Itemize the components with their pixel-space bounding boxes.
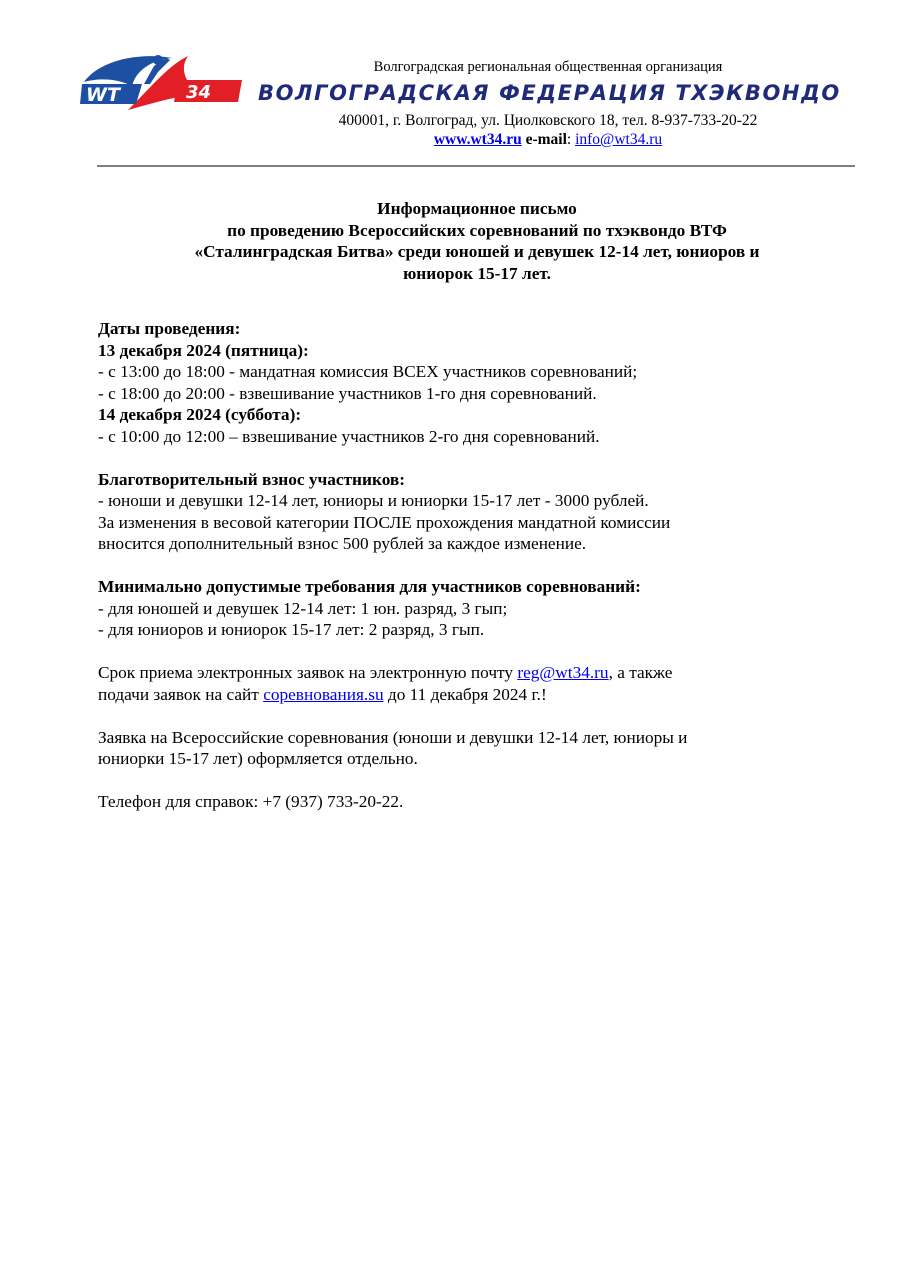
deadline-text-2: , а также: [608, 663, 673, 682]
fee-section: [98, 469, 838, 555]
title-line-3: «Сталинградская Битва» среди юношей и девушек 12-14 лет, юниоров и: [194, 242, 760, 261]
fee-line-2: За изменения в весовой категории ПОСЛЕ прохождения мандатной комиссии: [98, 512, 671, 532]
deadline-text-4: до 11 декабря 2024 г.!: [383, 684, 547, 704]
site-link[interactable]: www.wt34.ru: [433, 131, 522, 148]
federation-name: ВОЛГОГРАДСКАЯ ФЕДЕРАЦИЯ ТХЭКВОНДО: [258, 81, 841, 105]
application-section: [98, 727, 838, 770]
email-link[interactable]: info@wt34.ru: [575, 131, 663, 148]
fee-line-1: - юноши и девушки 12-14 лет, юниоры и юниорки 15-17 лет - 3000 рублей.: [98, 491, 649, 510]
organization-type: Волгоградская региональная общественная организация: [373, 59, 723, 75]
deadline-line-1: [98, 662, 838, 684]
day1-heading: 13 декабря 2024 (пятница):: [98, 340, 309, 360]
fee-heading: Благотворительный взнос участников:: [98, 469, 405, 489]
email-separator: :: [566, 131, 576, 148]
header-divider: [97, 165, 855, 167]
reg-email-link[interactable]: reg@wt34.ru: [517, 663, 609, 682]
day1-item-2: - с 18:00 до 20:00 - взвешивание участников 1-го дня соревнований.: [98, 383, 597, 403]
title-line-2: по проведению Всероссийских соревнований по тхэквондо ВТФ: [227, 220, 727, 240]
federation-address: 400001, г. Волгоград, ул. Циолковского 18, тел. 8-937-733-20-22: [338, 112, 758, 129]
letter-body: [98, 318, 838, 813]
letter-title: [98, 198, 856, 284]
title-line-4: юниорок 15-17 лет.: [403, 263, 551, 283]
federation-contacts: [258, 131, 838, 149]
phone-section: [98, 791, 838, 813]
requirements-heading: Минимально допустимые требования для участников соревнований:: [98, 577, 641, 596]
day2-heading: 14 декабря 2024 (суббота):: [98, 405, 302, 424]
email-label: e-mail: [525, 131, 567, 148]
phone-line: Телефон для справок: +7 (937) 733-20-22.: [98, 792, 404, 811]
dates-heading: Даты проведения:: [98, 319, 241, 338]
day2-item-1: - с 10:00 до 12:00 – взвешивание участников 2-го дня соревнований.: [98, 426, 600, 446]
requirements-line-1: - для юношей и девушек 12-14 лет: 1 юн. разряд, 3 гып;: [98, 598, 508, 618]
fee-line-3: вносится дополнительный взнос 500 рублей за каждое изменение.: [98, 534, 587, 553]
deadline-text-3: подачи заявок на сайт: [98, 684, 264, 704]
application-line-1: Заявка на Всероссийские соревнования (юноши и девушки 12-14 лет, юниоры и: [98, 727, 688, 747]
deadline-line-2: [98, 684, 838, 706]
requirements-line-2: - для юниоров и юниорок 15-17 лет: 2 разряд, 3 гып.: [98, 620, 485, 639]
competitions-site-link[interactable]: соревнования.su: [263, 684, 384, 704]
logo-wt-text: WT: [86, 84, 120, 106]
deadline-text-1: Срок приема электронных заявок на электронную почту: [98, 663, 518, 682]
day1-item-1: - с 13:00 до 18:00 - мандатная комиссия ВСЕХ участников соревнований;: [98, 362, 638, 381]
title-line-1: Информационное письмо: [377, 199, 577, 218]
wt34-logo: [80, 50, 242, 112]
logo-34-text: 34: [186, 82, 212, 103]
requirements-section: [98, 576, 838, 641]
deadline-section: [98, 662, 838, 705]
dates-section: [98, 318, 838, 447]
wt34-logo-graphic: [80, 50, 242, 112]
application-line-2: юниорки 15-17 лет) оформляется отдельно.: [98, 749, 418, 768]
